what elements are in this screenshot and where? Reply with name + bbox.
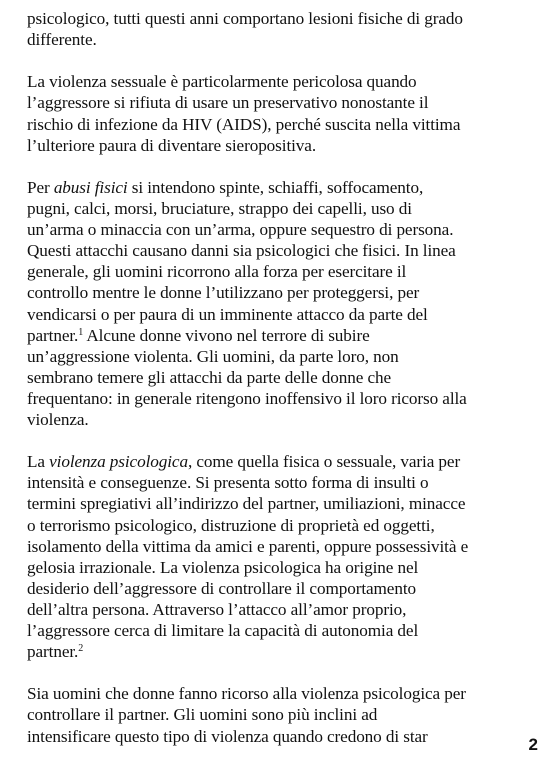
text-line [27, 726, 542, 747]
text-line [27, 304, 542, 325]
text-run: Sia uomini che donne fanno ricorso alla violenza psicologica per [27, 684, 466, 704]
text-run: o terrorismo psicologico, distruzione di proprietà ed oggetti, [27, 515, 435, 535]
text-line [27, 325, 542, 346]
text-run: controllare il partner. Gli uomini sono più inclini ad [27, 705, 378, 725]
text-line [27, 92, 542, 113]
paragraph [27, 177, 542, 430]
text-line [27, 493, 542, 514]
text-line [27, 367, 542, 388]
text-line [27, 620, 542, 641]
text-line [27, 536, 542, 557]
text-line [27, 177, 542, 198]
page-number: 2 [528, 735, 538, 754]
text-line [27, 451, 542, 472]
text-run: intensificare questo tipo di violenza quando credono di star [27, 726, 428, 746]
text-line [27, 578, 542, 599]
text-run: violenza. [27, 409, 89, 429]
text-run: partner. [27, 325, 79, 345]
italic-term: abusi fisici [53, 177, 128, 197]
text-run: l’ulteriore paura di diventare sieropositiva. [27, 135, 317, 155]
text-line [27, 704, 542, 725]
text-run: vendicarsi o per paura di un imminente attacco da parte del [27, 304, 428, 324]
text-line [27, 8, 542, 29]
text-run: termini spregiativi all’indirizzo del partner, umiliazioni, minacce [27, 494, 466, 514]
text-run: La [27, 452, 50, 472]
text-run: partner. [27, 642, 79, 662]
text-line [27, 599, 542, 620]
text-run: un’arma o minaccia con un’arma, oppure sequestro di persona. [27, 220, 454, 240]
text-run: La violenza sessuale è particolarmente pericolosa quando [27, 72, 417, 92]
text-line [27, 472, 542, 493]
footnote-marker: 1 [78, 326, 84, 338]
text-line [27, 641, 542, 662]
text-line [27, 515, 542, 536]
text-run: psicologico, tutti questi anni comportano lesioni fisiche di grado [27, 9, 463, 28]
text-run: dell’altra persona. Attraverso l’attacco all’amor proprio, [27, 599, 407, 619]
italic-term: violenza psicologica [49, 452, 188, 472]
text-run: Questi attacchi causano danni sia psicologici che fisici. In linea [27, 241, 456, 261]
text-run: l’aggressore si rifiuta di usare un preservativo nonostante il [27, 93, 429, 113]
text-run: sembrano temere gli attacchi da parte delle donne che [27, 367, 392, 387]
paragraph [27, 451, 542, 662]
text-run: un’aggressione violenta. Gli uomini, da parte loro, non [27, 346, 399, 366]
footnote-marker: 2 [78, 643, 84, 655]
text-run: Alcune donne vivono nel terrore di subire [83, 325, 370, 345]
text-line [27, 240, 542, 261]
text-run: si intendono spinte, schiaffi, soffocamento, [127, 177, 424, 197]
text-run: intensità e conseguenze. Si presenta sotto forma di insulti o [27, 473, 429, 493]
paragraph [27, 8, 542, 50]
text-line [27, 114, 542, 135]
text-run: rischio di infezione da HIV (AIDS), perché suscita nella vittima [27, 114, 461, 134]
text-line [27, 282, 542, 303]
text-run: gelosia irrazionale. La violenza psicologica ha origine nel [27, 557, 419, 577]
text-run: isolamento della vittima da amici e parenti, oppure possessività e [27, 536, 469, 556]
text-run: differente. [27, 30, 97, 50]
text-line [27, 135, 542, 156]
document-page [27, 8, 542, 768]
text-run: pugni, calci, morsi, bruciature, strappo dei capelli, uso di [27, 199, 412, 219]
paragraph [27, 71, 542, 155]
text-run: controllo mentre le donne l’utilizzano per proteggersi, per [27, 283, 420, 303]
text-run: l’aggressore cerca di limitare la capacità di autonomia del [27, 621, 419, 640]
text-line [27, 388, 542, 409]
text-line [27, 71, 542, 92]
text-run: generale, gli uomini ricorrono alla forza per esercitare il [27, 262, 407, 282]
text-line [27, 261, 542, 282]
text-line [27, 346, 542, 367]
text-run: frequentano: in generale ritengono inoffensivo il loro ricorso alla [27, 388, 467, 408]
text-line [27, 557, 542, 578]
text-run: Per [27, 177, 54, 197]
body-text [27, 8, 542, 747]
text-line [27, 219, 542, 240]
text-line [27, 409, 542, 430]
paragraph [27, 683, 542, 746]
text-run: , come quella fisica o sessuale, varia per [187, 452, 461, 472]
text-run: desiderio dell’aggressore di controllare il comportamento [27, 578, 417, 598]
text-line [27, 198, 542, 219]
text-line [27, 683, 542, 704]
text-line [27, 29, 542, 50]
